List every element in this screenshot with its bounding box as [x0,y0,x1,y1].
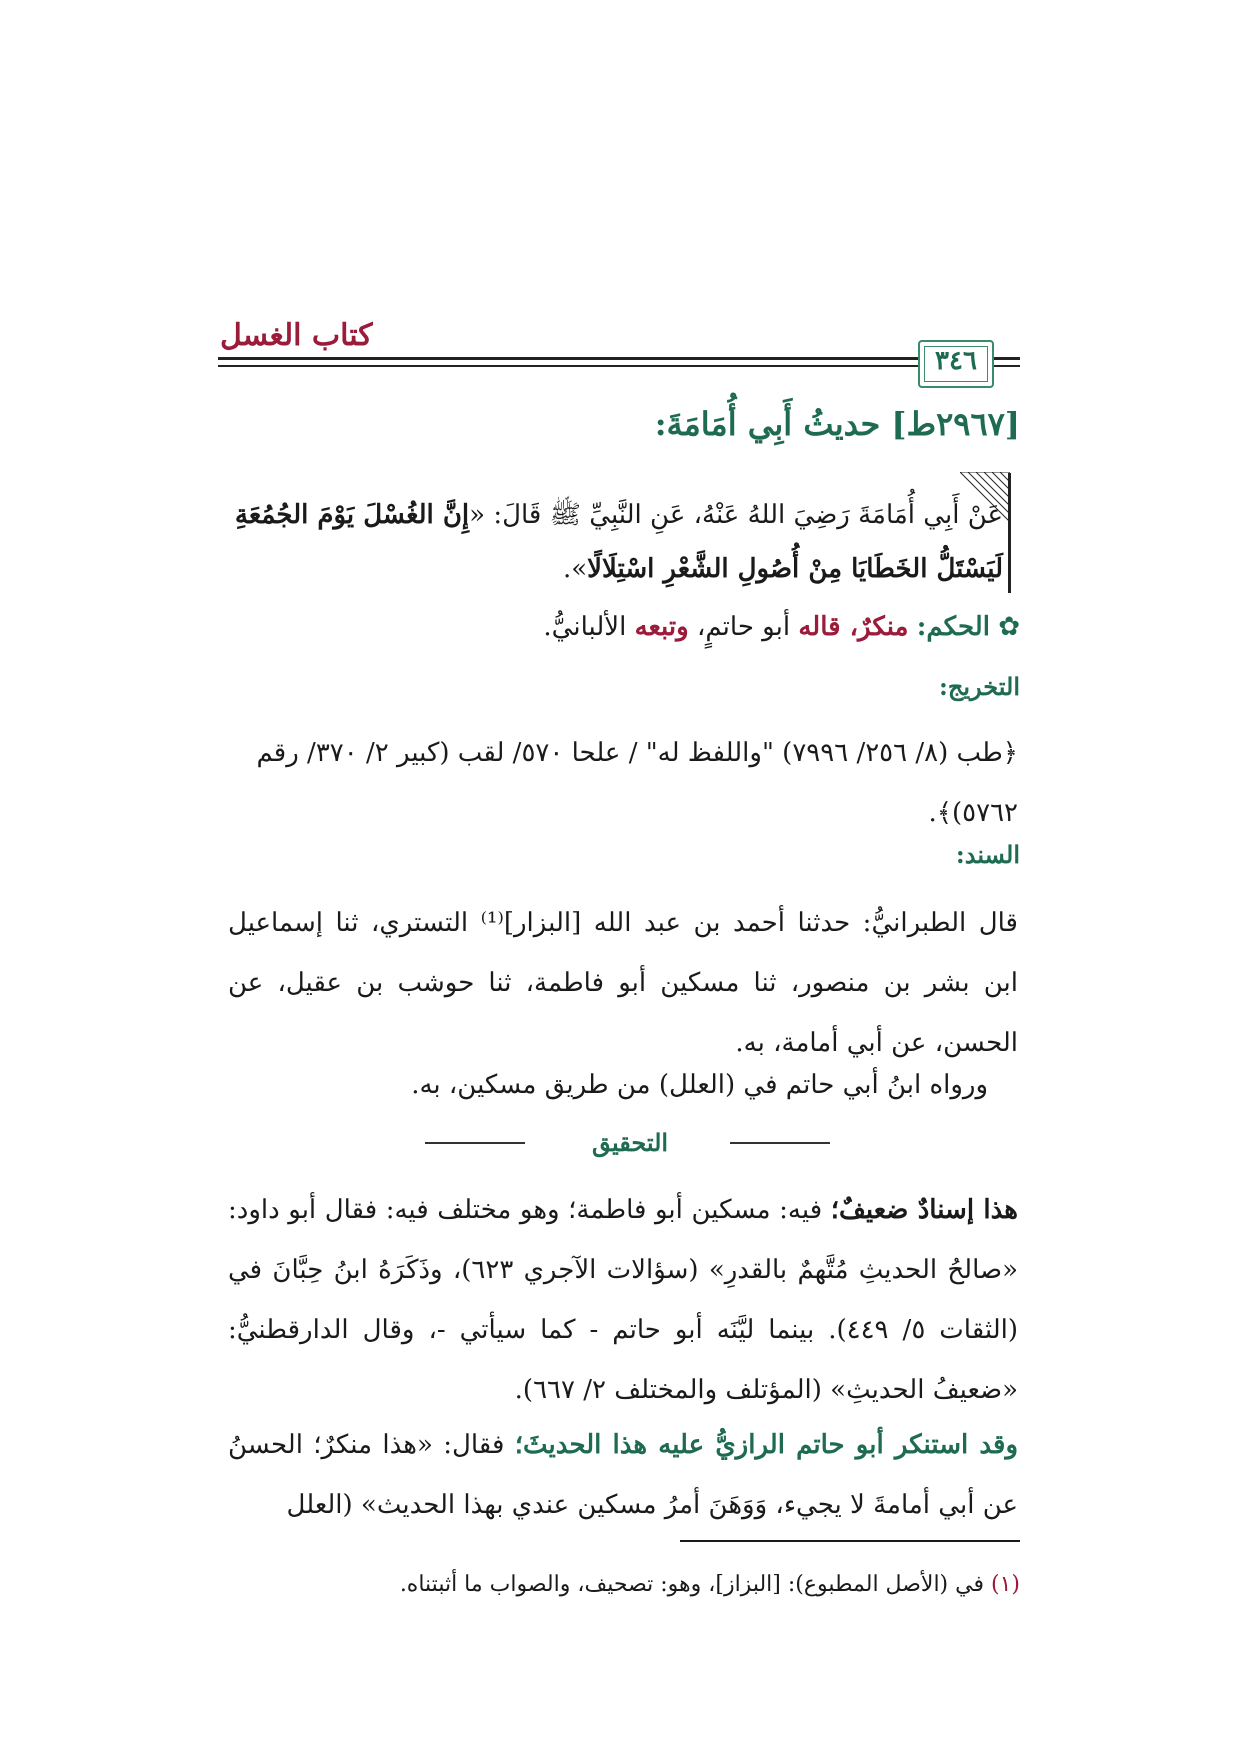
hadith-box-border [1008,473,1011,593]
footnote-text: في (الأصل المطبوع): [البزاز]، وهو: تصحيف، والصواب ما أثبتناه. [399,1572,991,1597]
analysis-highlight: وقد استنكر أبو حاتم الرازيُّ عليه هذا الحديثَ؛ [514,1430,1019,1460]
hadith-heading: [٢٩٦٧ط] حديثُ أَبِي أُمَامَةَ: [654,405,1020,443]
header-rule [218,357,980,360]
tahqiq-heading: التحقيق [591,1128,669,1157]
hukm-by: أبو حاتمٍ، [696,612,791,642]
flower-icon: ✿ [998,612,1020,642]
footnote-rule [680,1540,1020,1542]
analysis-paragraph-1 [228,1180,1018,1420]
header-rule-thin [218,365,980,367]
hukm-follower: الألبانيُّ. [543,612,627,642]
page-number: ٣٤٦ [935,346,977,376]
hadith-text [228,488,1003,596]
hukm-verdict: منكرٌ، قاله [798,612,909,642]
footnote [300,1572,1020,1597]
hukm-label: الحكم: [916,612,990,642]
analysis-verdict: هذا إسنادٌ ضعيفٌ؛ [830,1195,1018,1225]
takhrij-heading: التخريج: [939,672,1020,701]
book-title: كتاب الغسل [220,318,373,353]
hadith-intro: عَنْ أَبِي أُمَامَةَ رَضِيَ اللهُ عَنْهُ، عَنِ النَّبِيِّ ﷺ قَالَ: « [469,500,1003,530]
sanad-text-2: ورواه ابنُ أبي حاتم في (العلل) من طريق مسكين، به. [411,1070,988,1100]
footnote-number: (١) [990,1572,1020,1597]
hadith-close: ». [562,554,588,584]
sanad-text: قال الطبرانيُّ: حدثنا أحمد بن عبد الله [البزار]⁽¹⁾ التستري، ثنا إسماعيل ابن بشر بن منصور، ثنا مسكين أبو فاطمة، ثنا حوشب بن عقيل، عن الحسن، عن أبي أمامة، به. [228,908,1018,1058]
analysis-body-1: فيه: مسكين أبو فاطمة؛ وهو مختلف فيه: فقال أبو داود: «صالحُ الحديثِ مُتَّهمٌ بالقدرِ» (سؤالات الآجري ٦٢٣)، وذَكَرَهُ ابنُ حِبَّانَ في (الثقات ٥/ ٤٤٩). بينما ليَّنَه أبو حاتم - كما سيأتي -، وقال الدارقطنيُّ: «ضعيفُ الحديثِ» (المؤتلف والمختلف ٢/ ٦٦٧). [228,1195,1018,1405]
header-rule-right [992,357,1020,360]
hukm-follow: وتبعه [634,612,689,642]
takhrij-text: ﴿طب (٨/ ٢٥٦/ ٧٩٩٦) "واللفظ له" / علحا ٥٧٠/ لقب (كبير ٢/ ٣٧٠/ رقم ٥٧٦٢)﴾. [256,738,1018,828]
sanad-heading: السند: [955,840,1020,869]
header-rule-right-thin [992,365,1020,367]
hukm-line [300,612,1020,642]
hadith-matn: إِنَّ الغُسْلَ يَوْمَ الجُمُعَةِ لَيَسْتَلُّ الخَطَايَا مِنْ أُصُولِ الشَّعْرِ اسْتِلَالًا [234,500,1003,584]
analysis-paragraph-2 [228,1415,1018,1535]
analysis-body-2: فقال: «هذا منكرٌ؛ الحسنُ عن أبي أمامةَ لا يجيء، وَوَهَنَ أمرُ مسكين عندي بهذا الحديث» (العلل [228,1430,1018,1520]
